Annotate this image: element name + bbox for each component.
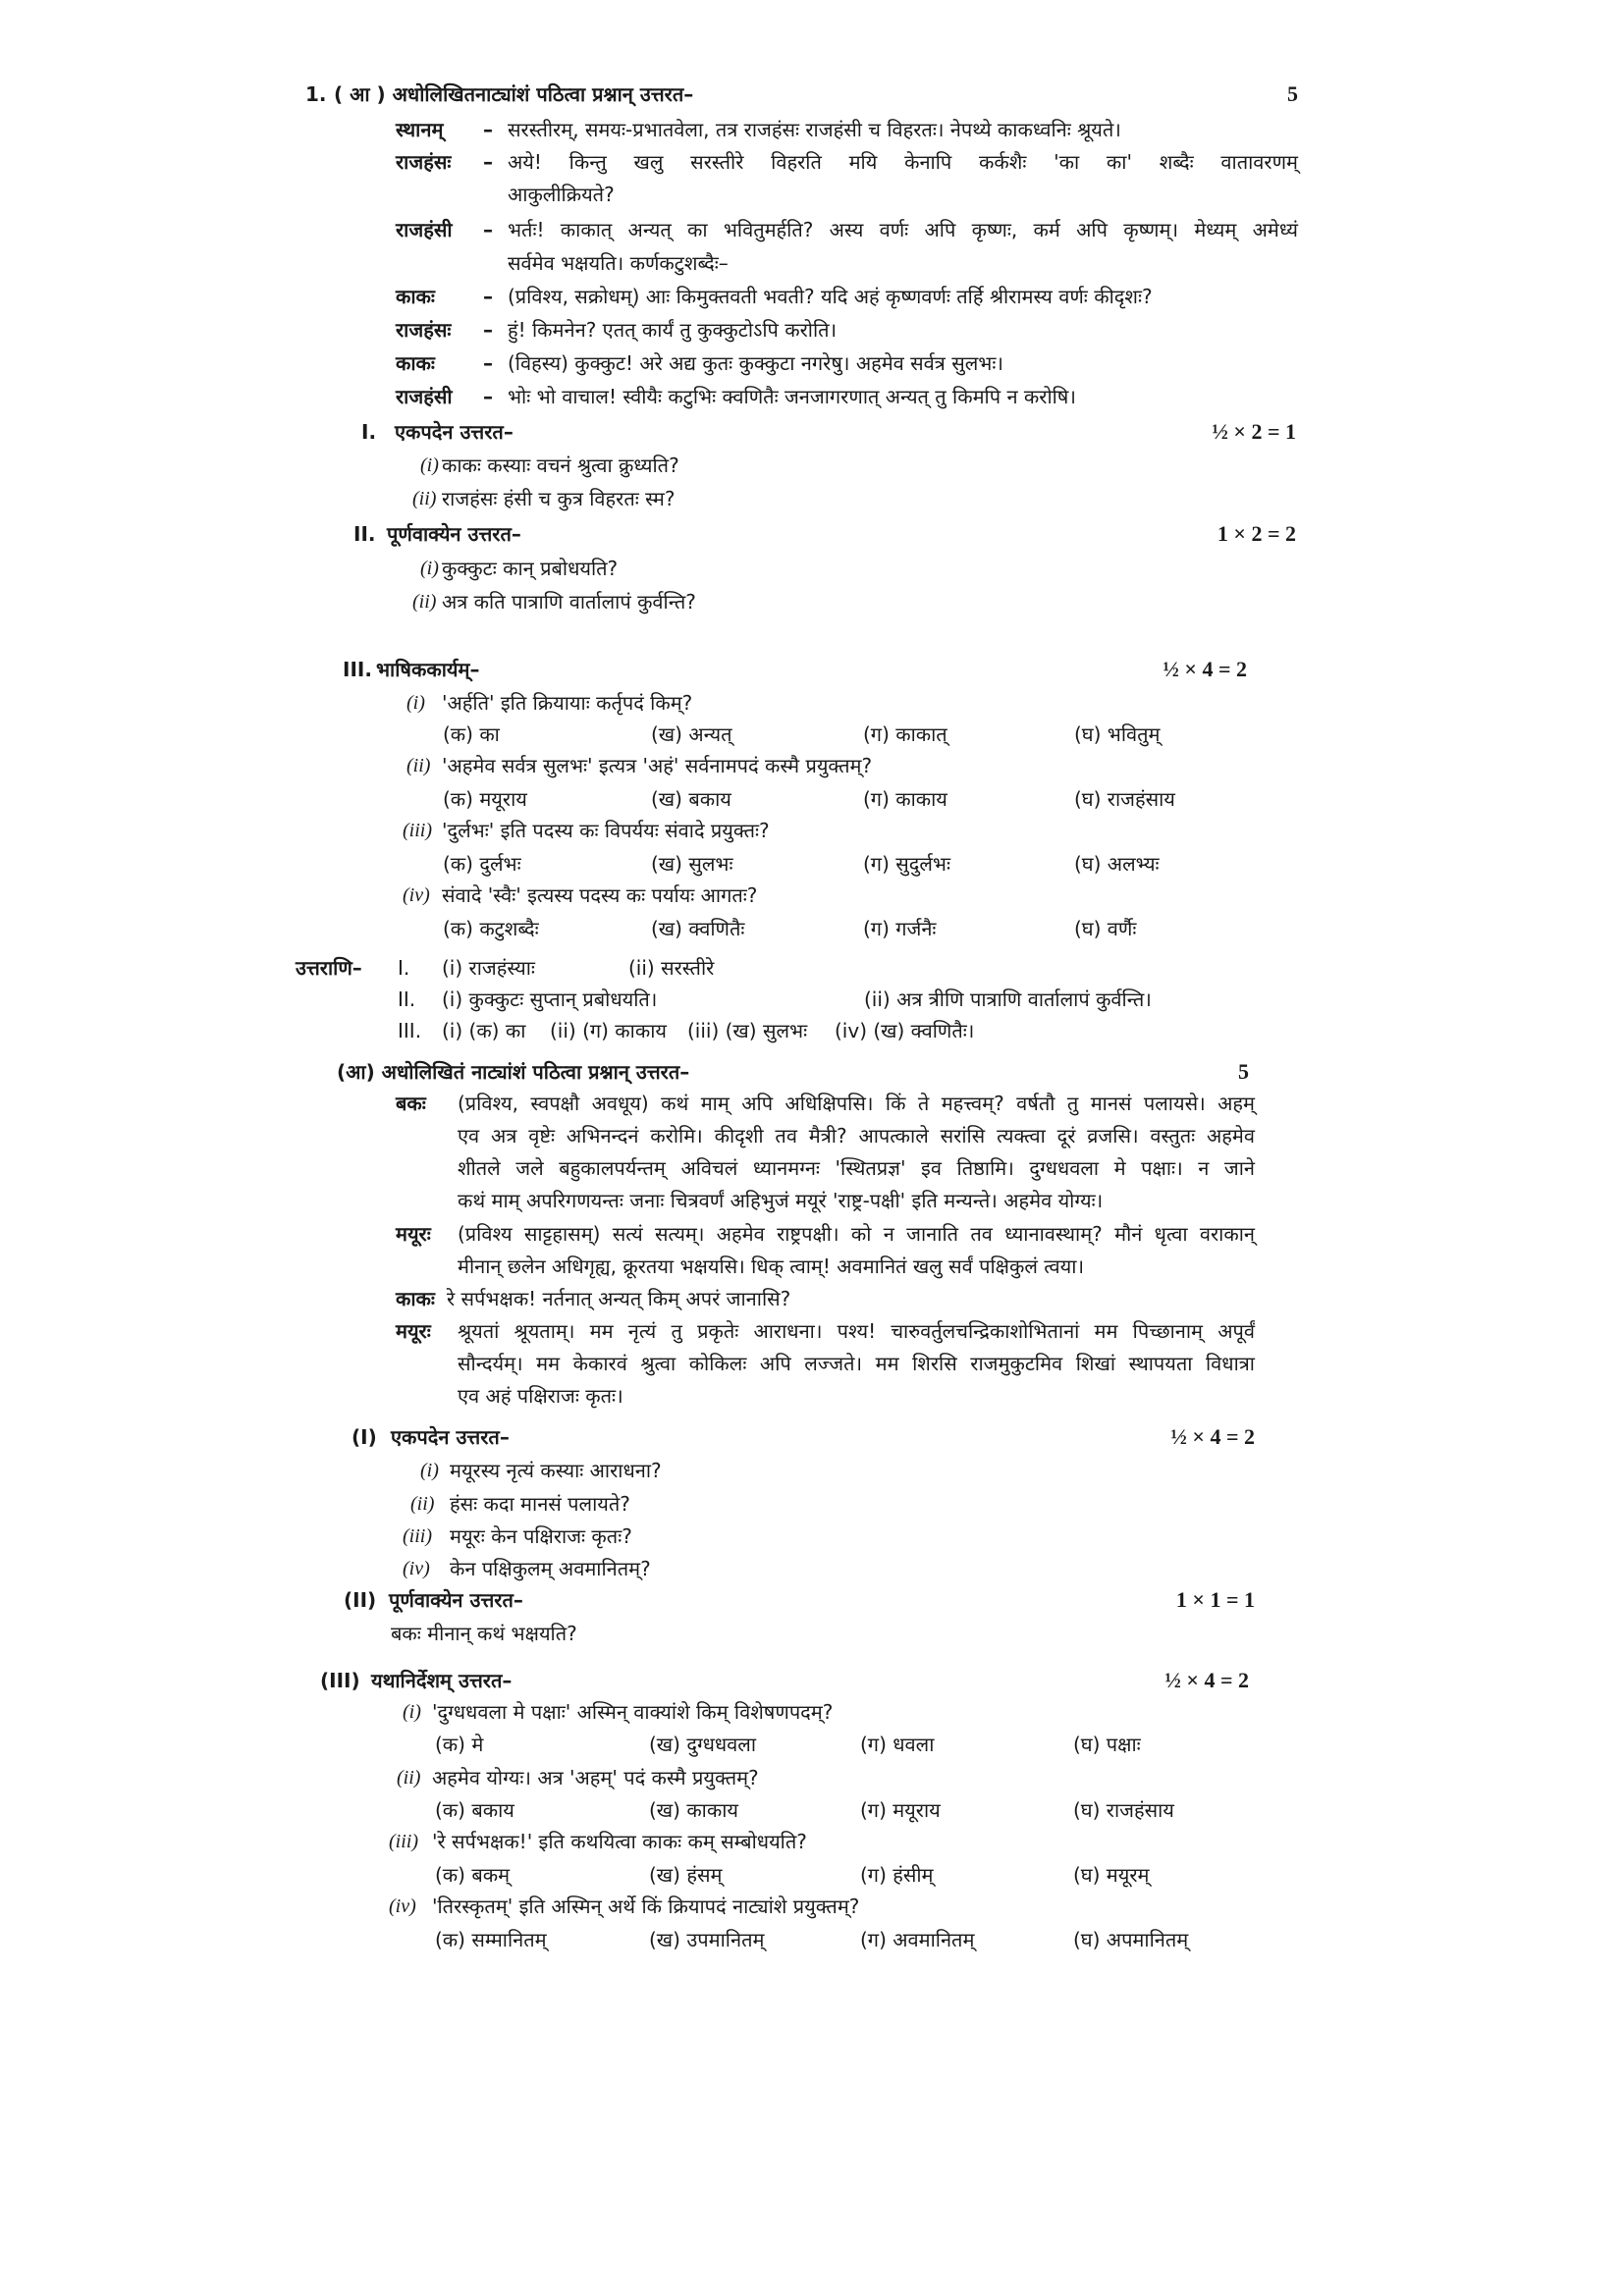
item-number: (i) [406,692,425,714]
item-question: 'दुग्धधवला मे पक्षाः' अस्मिन् वाक्यांशे किम् विशेषणपदम्? [432,1700,834,1724]
answer-part: (ii) अत्र त्रीणि पात्राणि वार्तालापं कुर्वन्ति। [864,988,1152,1011]
dialogue-line: (प्रविश्य साट्टहासम्) सत्यं सत्यम्। अहमेव राष्ट्रपक्षी। को न जानाति तव ध्यानावस्थाम्? मौनं धृत्वा वराकान् [458,1222,1255,1246]
option-kha: (ख) हंसम् [649,1863,723,1887]
option-gha: (घ) भवितुम् [1074,722,1161,746]
dialogue-line: कथं माम् अपरिगणयन्तः जनाः चित्रवर्णं अहिभुजं मयूरं 'राष्ट्र-पक्षी' इति मन्यन्ते। अहमेव योग्यः। [458,1189,1104,1212]
dialogue-dash: – [483,218,493,241]
option-kha: (ख) काकाय [649,1798,739,1822]
option-gha: (घ) वर्णैः [1074,917,1137,940]
section-label: (II) [344,1588,377,1612]
speaker-label: काकः [396,351,435,375]
dialogue-line: शीतले जले बहुकालपर्यन्तम् अविचलं ध्यानमग्नः 'स्थितप्रज्ञ' इव तिष्ठामि। दुग्धधवला मे पक्षाः। न जाने [458,1156,1255,1180]
dialogue-dash: – [483,351,493,375]
option-ga: (ग) अवमानितम् [860,1928,975,1951]
item-number: (i) [420,454,439,476]
option-ga: (ग) धवला [860,1733,935,1756]
option-kha: (ख) उपमानितम् [649,1928,765,1951]
option-kha: (ख) सुलभः [651,852,733,876]
dialogue-line: एव अहं पक्षिराजः कृतः। [458,1384,623,1408]
dialogue-line: (विहस्य) कुक्कुट! अरे अद्य कुतः कुक्कुटा नगरेषु। अहमेव सर्वत्र सुलभः। [508,351,1003,375]
item-number: (ii) [410,1493,435,1515]
option-kha: (ख) क्वणितैः [651,917,745,940]
option-ka: (क) कटुशब्दैः [443,917,539,940]
marks-label: ½ × 4 = 2 [1170,1424,1255,1449]
answer-part: (ii) सरस्तीरे [628,956,715,980]
answer-part: (i) कुक्कुटः सुप्तान् प्रबोधयति। [442,988,658,1011]
option-ka: (क) बकाय [435,1798,514,1822]
item-number: (ii) [406,755,431,776]
item-question: राजहंसः हंसी च कुत्र विहरतः स्म? [442,487,676,510]
option-ga: (ग) गर्जनैः [863,917,937,940]
speaker-label: राजहंसः [396,150,452,174]
section-title: पूर्णवाक्येन उत्तरत– [389,1588,523,1612]
item-number: (i) [420,1460,439,1481]
option-gha: (घ) राजहंसाय [1073,1798,1174,1822]
item-question: मयूरः केन पक्षिराजः कृतः? [450,1524,632,1548]
item-number: (iii) [389,1831,418,1852]
section-title: एकपदेन उत्तरत– [395,420,514,444]
section-title: यथानिर्देशम् उत्तरत– [371,1669,513,1692]
option-gha: (घ) अपमानितम् [1073,1928,1189,1951]
item-number: (iv) [403,884,430,906]
answer-part: (i) राजहंस्याः [442,956,535,980]
answer-row-number: II. [398,988,416,1011]
item-question: 'दुर्लभः' इति पदस्य कः विपर्ययः संवादे प्रयुक्तः? [442,819,770,842]
option-ga: (ग) काकाय [863,787,947,811]
option-kha: (ख) अन्यत् [651,722,732,746]
marks-label: 1 × 2 = 2 [1217,521,1296,546]
speaker-label: मयूरः [396,1222,431,1246]
item-number: (iii) [403,1525,432,1547]
item-number: (ii) [412,591,437,613]
dialogue-line: अये! किन्तु खलु सरस्तीरे विहरति मयि केनापि कर्कशैः 'का का' शब्दैः वातावरणम् [508,150,1298,174]
option-ga: (ग) हंसीम् [860,1863,934,1887]
item-question: काकः कस्याः वचनं श्रुत्वा क्रुध्यति? [442,454,679,477]
question-heading: ( आ ) अधोलिखितनाट्यांशं पठित्वा प्रश्नान् उत्तरत– [334,82,694,106]
answer-part: (i) (क) का [442,1019,526,1042]
speaker-label: स्थानम् [396,118,444,141]
item-number: (iv) [389,1896,416,1917]
marks-label: 1 × 1 = 1 [1175,1587,1255,1612]
answers-label: उत्तराणि– [296,956,362,980]
dialogue-line: भोः भो वाचाल! स्वीयैः कटुभिः क्वणितैः जनजागरणात् अन्यत् तु किमपि न करोषि। [508,385,1076,408]
section-label: (I) [352,1425,377,1449]
speaker-label: काकः [396,1287,435,1310]
marks-label: ½ × 4 = 2 [1163,657,1247,681]
answer-part: (iii) (ख) सुलभः [687,1019,808,1042]
marks-label: ½ × 2 = 1 [1212,419,1296,444]
option-ka: (क) बकम् [435,1863,511,1887]
section-label: II. [353,522,376,546]
option-gha: (घ) मयूरम् [1073,1863,1150,1887]
dialogue-line: भर्तः! काकात् अन्यत् का भवितुमर्हति? अस्य वर्णः अपि कृष्णः, कर्म अपि कृष्णम्। मेध्यम् अमेध्यं [508,218,1298,241]
section-title: पूर्णवाक्येन उत्तरत– [387,522,521,546]
section-label: III. [343,658,372,681]
option-ga: (ग) काकात् [863,722,947,746]
option-ga: (ग) मयूराय [860,1798,941,1822]
speaker-label: काकः [396,285,435,308]
item-question: 'अर्हति' इति क्रियायाः कर्तृपदं किम्? [442,691,693,715]
item-number: (iii) [403,820,432,841]
option-gha: (घ) अलभ्यः [1074,852,1160,876]
dialogue-line: श्रूयतां श्रूयताम्। मम नृत्यं तु प्रकृतेः आराधना। पश्य! चारुवर्तुलचन्द्रिकाशोभितानां मम पिच्छानाम् अपूर्वं [458,1319,1255,1343]
marks-label: 5 [1287,81,1298,106]
question-number: 1. [305,82,327,106]
item-number: (ii) [412,488,437,509]
dialogue-dash: – [483,318,493,342]
dialogue-dash: – [483,385,493,408]
marks-label: ½ × 4 = 2 [1164,1668,1249,1692]
option-ka: (क) दुर्लभः [443,852,521,876]
speaker-label: राजहंसी [396,385,453,408]
speaker-label: मयूरः [396,1319,431,1343]
dialogue-dash: – [483,150,493,174]
section-title: भाषिककार्यम्– [376,658,480,681]
item-question: 'तिरस्कृतम्' इति अस्मिन् अर्थे किं क्रियापदं नाट्यांशे प्रयुक्तम्? [432,1895,860,1918]
item-question: 'रे सर्पभक्षक!' इति कथयित्वा काकः कम् सम्बोधयति? [432,1830,807,1853]
section-label: I. [361,420,377,444]
option-kha: (ख) बकाय [651,787,731,811]
item-number: (i) [420,558,439,579]
option-kha: (ख) दुग्धधवला [649,1733,757,1756]
dialogue-line: सौन्दर्यम्। मम केकारवं श्रुत्वा कोकिलः अपि लज्जते। मम शिरसि राजमुकुटमिव शिखां स्थापयता विधात्रा [458,1352,1255,1375]
answer-row-number: III. [398,1019,422,1042]
item-number: (i) [403,1701,421,1723]
dialogue-line: (प्रविश्य, स्वपक्षौ अवधूय) कथं माम् अपि अधिक्षिपसि। किं ते महत्त्वम्? वर्षतौ तु मानसं पलायसे। अहम् [458,1092,1255,1115]
dialogue-line: आकुलीक्रियते? [508,183,615,206]
item-question: 'अहमेव सर्वत्र सुलभः' इत्यत्र 'अहं' सर्वनामपदं कस्मै प्रयुक्तम्? [442,754,873,777]
dialogue-dash: – [483,285,493,308]
section-title: एकपदेन उत्तरत– [391,1425,510,1449]
item-question: कुक्कुटः कान् प्रबोधयति? [442,557,619,580]
item-question: बकः मीनान् कथं भक्षयति? [391,1622,577,1645]
answer-part: (iv) (ख) क्वणितैः। [835,1019,975,1042]
option-ka: (क) सम्मानितम् [435,1928,547,1951]
question-heading: (आ) अधोलिखितं नाट्यांशं पठित्वा प्रश्नान् उत्तरत– [337,1060,690,1084]
item-question: अहमेव योग्यः। अत्र 'अहम्' पदं कस्मै प्रयुक्तम्? [432,1766,759,1789]
item-question: केन पक्षिकुलम् अवमानितम्? [450,1557,651,1580]
dialogue-line: हुं! किमनेन? एतत् कार्यं तु कुक्कुटोऽपि करोति। [508,318,838,342]
item-question: मयूरस्य नृत्यं कस्याः आराधना? [450,1459,662,1482]
dialogue-line: एव अत्र वृष्टेः अभिनन्दनं करोमि। कीदृशी तव मैत्री? आपत्काले सरांसि त्यक्त्वा दूरं व्रजसि। वस्तुतः अहमेव [458,1124,1255,1148]
dialogue-line: सर्वमेव भक्षयति। कर्णकटुशब्दैः– [508,251,729,275]
dialogue-line: (प्रविश्य, सक्रोधम्) आः किमुक्तवती भवती? यदि अहं कृष्णवर्णः तर्हि श्रीरामस्य वर्णः कीदृशः? [508,285,1153,308]
item-question: अत्र कति पात्राणि वार्तालापं कुर्वन्ति? [442,590,696,614]
item-number: (iv) [403,1558,430,1579]
dialogue-line: सरस्तीरम्, समयः-प्रभातवेला, तत्र राजहंसः राजहंसी च विहरतः। नेपथ्ये काकध्वनिः श्रूयते। [508,118,1121,141]
option-ka: (क) का [443,722,500,746]
option-gha: (घ) पक्षाः [1073,1733,1141,1756]
item-number: (ii) [397,1767,421,1789]
dialogue-line: मीनान् छलेन अधिगृह्य, क्रूरतया भक्षयसि। धिक् त्वाम्! अवमानितं खलु सर्वं पक्षिकुलं त्वया। [458,1255,1085,1278]
marks-label: 5 [1238,1059,1249,1084]
option-gha: (घ) राजहंसाय [1074,787,1175,811]
item-question: हंसः कदा मानसं पलायते? [450,1492,630,1516]
section-label: (III) [320,1669,360,1692]
answer-part: (ii) (ग) काकाय [550,1019,667,1042]
speaker-label: राजहंसः [396,318,452,342]
option-ka: (क) मयूराय [443,787,527,811]
option-ka: (क) मे [435,1733,484,1756]
speaker-label: बकः [396,1092,426,1115]
answer-row-number: I. [398,956,410,980]
dialogue-dash: – [483,118,493,141]
option-ga: (ग) सुदुर्लभः [863,852,951,876]
item-question: संवादे 'स्वैः' इत्यस्य पदस्य कः पर्यायः आगतः? [442,883,758,907]
speaker-label: राजहंसी [396,218,453,241]
dialogue-line: रे सर्पभक्षक! नर्तनात् अन्यत् किम् अपरं जानासि? [447,1287,791,1310]
